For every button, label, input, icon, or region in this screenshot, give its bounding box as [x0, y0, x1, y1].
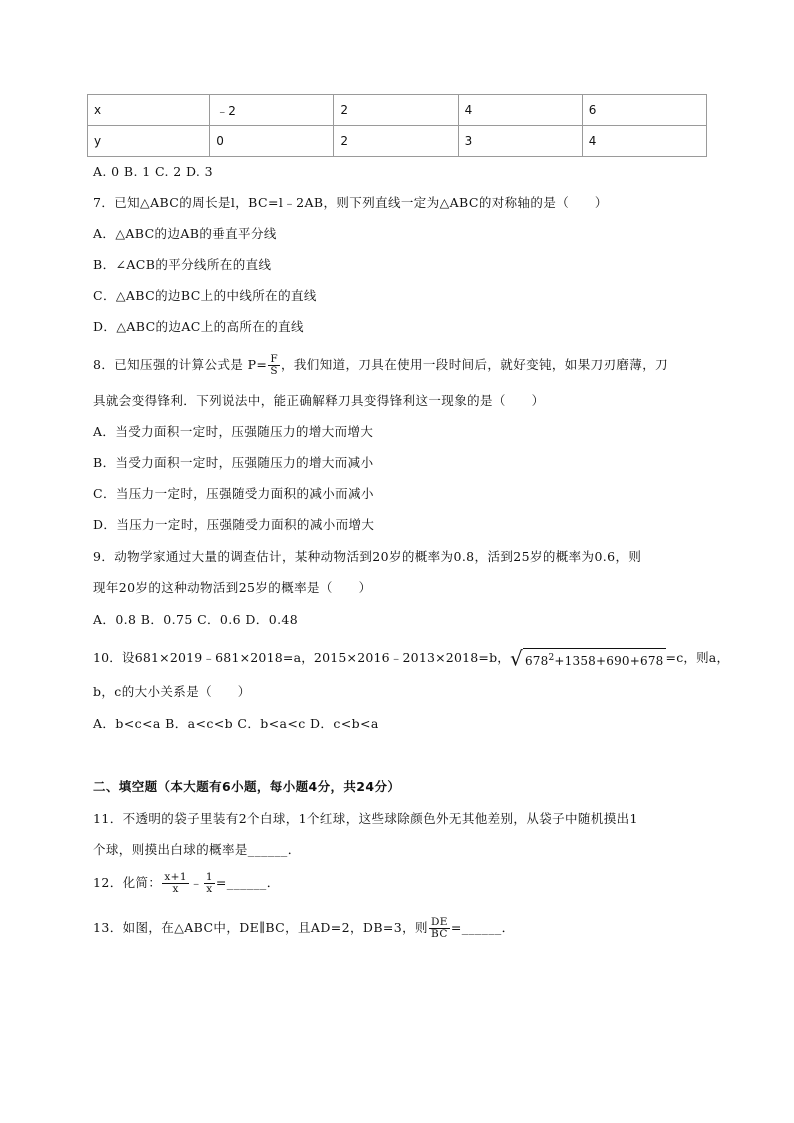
table-cell: 4: [582, 126, 706, 157]
q9-stem: 9．动物学家通过大量的调查估计，某种动物活到20岁的概率为0.8，活到25岁的概率为0.6，则: [93, 549, 642, 564]
minus-sign: ﹣: [189, 875, 203, 890]
table-cell: x: [88, 95, 210, 126]
q13-stem: [93, 917, 515, 940]
q8-stem: [93, 354, 668, 377]
q7-stem: 7．已知△ABC的周长是l，BC=l﹣2AB，则下列直线一定为△ABC的对称轴的是（ ）: [93, 195, 608, 210]
table-cell: 0: [210, 126, 334, 157]
q10-options: A．b<c<a B．a<c<b C．b<a<c D．c<b<a: [93, 716, 379, 731]
q6-options: A. 0 B. 1 C. 2 D. 3: [93, 164, 214, 179]
q12-pre: 12．化简：: [93, 875, 162, 890]
table-row: [88, 95, 707, 126]
q12-post: =______．: [215, 875, 280, 890]
q10-stem-pre: 10．设681×2019﹣681×2018=a，2015×2016﹣2013×2018=b，: [93, 650, 510, 665]
fraction-numerator: x+1: [164, 871, 187, 883]
q8-option-d: D．当压力一定时，压强随受力面积的减小而增大: [93, 517, 375, 532]
fraction-denominator: x: [206, 883, 213, 895]
fraction-2: [204, 872, 215, 895]
q10-stem-post: =c，则a，: [665, 650, 730, 665]
q10-stem-line2: b，c的大小关系是（ ）: [93, 684, 251, 699]
fraction-numerator: 1: [205, 871, 213, 883]
sqrt-base: 678: [524, 654, 549, 668]
q9-options: A．0.8 B．0.75 C．0.6 D．0.48: [93, 612, 299, 627]
radicand: [523, 648, 666, 669]
q8-option-a: A．当受力面积一定时，压强随压力的增大而增大: [93, 424, 374, 439]
fraction-denominator: BC: [431, 928, 448, 940]
q8-stem-line2: 具就会变得锋利．下列说法中，能正确解释刀具变得锋利这一现象的是（ ）: [93, 393, 545, 408]
q11-stem: 11．不透明的袋子里装有2个白球，1个红球，这些球除颜色外无其他差别，从袋子中随机摸出1: [93, 811, 638, 826]
q11-stem-line2: 个球，则摸出白球的概率是______．: [93, 842, 301, 857]
q8-option-b: B．当受力面积一定时，压强随压力的增大而减小: [93, 455, 374, 470]
table-cell: 6: [582, 95, 706, 126]
xy-value-table: [87, 94, 707, 157]
radical-sign: √: [510, 646, 523, 671]
q7-option-a: A．△ABC的边AB的垂直平分线: [93, 226, 277, 241]
q13-pre: 13．如图，在△ABC中，DE∥BC，且AD=2，DB=3，则: [93, 920, 428, 935]
fraction-denominator: S: [270, 365, 278, 377]
fraction-1: [162, 872, 189, 895]
q7-option-b: B．∠ACB的平分线所在的直线: [93, 257, 272, 272]
table-cell: 3: [458, 126, 582, 157]
q12-stem: [93, 872, 280, 895]
sqrt-exponent: 2: [548, 653, 555, 663]
sqrt-expression: [510, 648, 666, 669]
fraction-numerator: F: [270, 353, 278, 365]
q13-post: =______．: [450, 920, 515, 935]
pressure-fraction: [268, 354, 280, 377]
sqrt-rest: +1358+690+678: [554, 654, 664, 668]
table-cell: 2: [334, 95, 458, 126]
q8-option-c: C．当压力一定时，压强随受力面积的减小而减小: [93, 486, 374, 501]
q8-stem-pre: 8．已知压强的计算公式是 P=: [93, 357, 268, 372]
q7-option-d: D．△ABC的边AC上的高所在的直线: [93, 319, 304, 334]
q8-stem-post: ，我们知道，刀具在使用一段时间后，就好变钝，如果刀刃磨薄，刀: [281, 357, 669, 372]
fraction-numerator: DE: [430, 916, 448, 928]
q9-stem-line2: 现年20岁的这种动物活到25岁的概率是（ ）: [93, 580, 372, 595]
fraction-denominator: x: [172, 883, 179, 895]
ratio-fraction: [429, 917, 450, 940]
table-cell: y: [88, 126, 210, 157]
table-cell: 4: [458, 95, 582, 126]
table-cell: ﹣2: [210, 95, 334, 126]
section-title: 二、填空题（本大题有6小题，每小题4分，共24分）: [93, 779, 401, 794]
q10-stem: [93, 648, 729, 669]
table-cell: 2: [334, 126, 458, 157]
q7-option-c: C．△ABC的边BC上的中线所在的直线: [93, 288, 317, 303]
table-row: [88, 126, 707, 157]
